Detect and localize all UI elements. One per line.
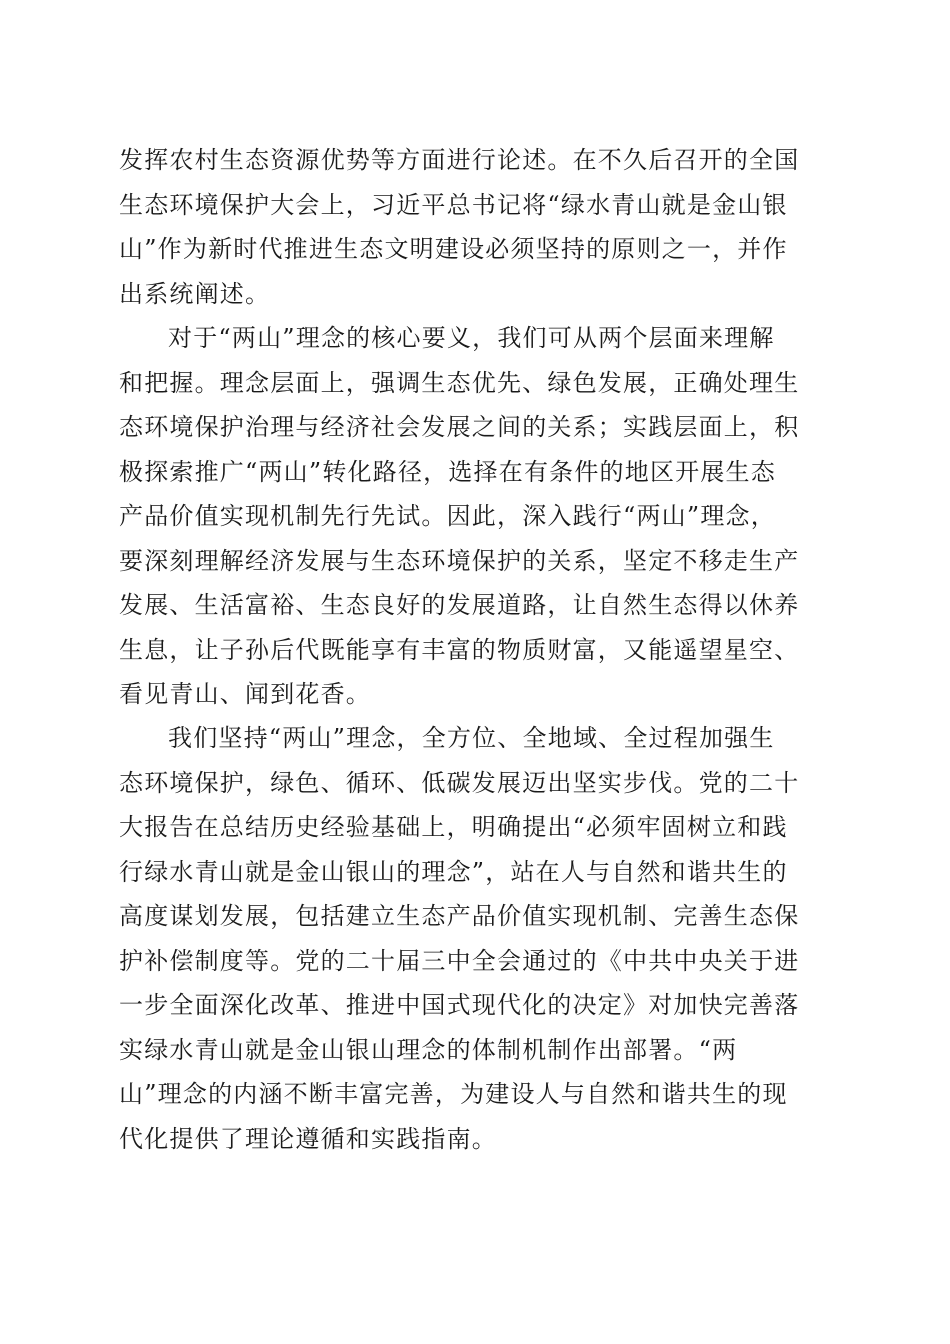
- paragraph-line: 态环境保护治理与经济社会发展之间的关系；实践层面上，积: [119, 413, 800, 441]
- paragraph-first-line: 对于“两山”理念的核心要义，我们可从两个层面来理解: [168, 324, 775, 352]
- paragraph-1: [119, 138, 829, 316]
- paragraph-line: 出系统阐述。: [119, 279, 271, 308]
- paragraph-line: 看见青山、闻到花香。: [119, 680, 371, 708]
- paragraph-line: 山”理念的内涵不断丰富完善，为建设人与自然和谐共生的现: [119, 1080, 788, 1108]
- paragraph-line: 生态环境保护大会上，习近平总书记将“绿水青山就是金山银: [119, 190, 788, 219]
- paragraph-line: 要深刻理解经济发展与生态环境保护的关系，坚定不移走生产: [119, 546, 800, 575]
- paragraph-line: 发挥农村生态资源优势等方面进行论述。在不久后召开的全国: [119, 146, 800, 174]
- paragraph-line: 态环境保护，绿色、循环、低碳发展迈出坚实步伐。党的二十: [119, 768, 800, 797]
- paragraph-line: 极探索推广“两山”转化路径，选择在有条件的地区开展生态: [119, 457, 776, 486]
- paragraph-line: 实绿水青山就是金山银山理念的体制机制作出部署。“两: [119, 1035, 738, 1064]
- paragraph-line: 护补偿制度等。党的二十届三中全会通过的《中共中央关于进: [119, 946, 800, 975]
- paragraph-line: 一步全面深化改革、推进中国式现代化的决定》对加快完善落: [119, 991, 800, 1019]
- paragraph-line: 代化提供了理论遵循和实践指南。: [119, 1124, 497, 1153]
- paragraph-3: [119, 716, 829, 1161]
- paragraph-line: 生息，让子孙后代既能享有丰富的物质财富，又能遥望星空、: [119, 635, 800, 664]
- paragraph-line: 山”作为新时代推进生态文明建设必须坚持的原则之一，并作: [119, 235, 788, 263]
- paragraph-line: 发展、生活富裕、生态良好的发展道路，让自然生态得以休养: [119, 591, 800, 619]
- paragraph-2: [119, 316, 829, 717]
- paragraph-line: 行绿水青山就是金山银山的理念”，站在人与自然和谐共生的: [119, 857, 788, 886]
- paragraph-line: 大报告在总结历史经验基础上，明确提出“必须牢固树立和践: [119, 813, 788, 841]
- paragraph-first-line: 我们坚持“两山”理念，全方位、全地域、全过程加强生: [168, 724, 775, 752]
- paragraph-line: 高度谋划发展，包括建立生态产品价值实现机制、完善生态保: [119, 902, 800, 930]
- paragraph-line: 和把握。理念层面上，强调生态优先、绿色发展，正确处理生: [119, 368, 800, 397]
- paragraph-line: 产品价值实现机制先行先试。因此，深入践行“两山”理念，: [119, 502, 776, 530]
